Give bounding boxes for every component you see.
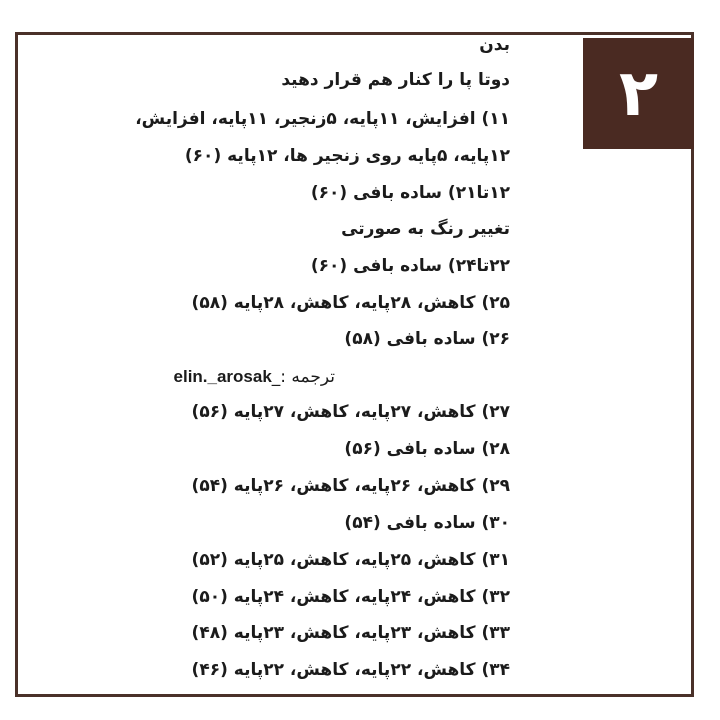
- translator-credit: [174, 364, 335, 390]
- instruction-line: ۳۳) کاهش، ۲۳پایه، کاهش، ۲۳پایه (۴۸): [191, 623, 510, 643]
- instruction-line: ۲۵) کاهش، ۲۸پایه، کاهش، ۲۸پایه (۵۸): [191, 293, 510, 313]
- section-heading: بدن: [479, 35, 510, 55]
- instruction-line: ۲۶) ساده بافی (۵۸): [344, 329, 510, 349]
- instruction-line: ۳۲) کاهش، ۲۴پایه، کاهش، ۲۴پایه (۵۰): [191, 587, 510, 607]
- step-number-badge: ۲: [583, 38, 694, 149]
- instruction-line: ۲۸) ساده بافی (۵۶): [344, 439, 510, 459]
- credit-label: ترجمه :_: [271, 367, 335, 387]
- credit-handle: elin._arosak: [173, 367, 272, 386]
- instruction-line: ۲۷) کاهش، ۲۷پایه، کاهش، ۲۷پایه (۵۶): [191, 402, 510, 422]
- instruction-line: ۳۰) ساده بافی (۵۴): [344, 513, 510, 533]
- instruction-line: تغییر رنگ به صورتی: [341, 219, 510, 239]
- instruction-line: ۲۲تا۲۴) ساده بافی (۶۰): [310, 256, 510, 276]
- instruction-line: ۱۱) افزایش، ۱۱پایه، ۵زنجیر، ۱۱پایه، افزایش،: [135, 109, 510, 129]
- instruction-line: ۳۴) کاهش، ۲۲پایه، کاهش، ۲۲پایه (۴۶): [191, 660, 510, 680]
- instruction-line: ۱۲پایه، ۵پایه روی زنجیر ها، ۱۲پایه (۶۰): [184, 146, 510, 166]
- instruction-line: ۲۹) کاهش، ۲۶پایه، کاهش، ۲۶پایه (۵۴): [191, 476, 510, 496]
- instruction-line: ۱۲تا۲۱) ساده بافی (۶۰): [310, 183, 510, 203]
- instruction-line: ۳۱) کاهش، ۲۵پایه، کاهش، ۲۵پایه (۵۲): [191, 550, 510, 570]
- instruction-line: دوتا پا را کنار هم قرار دهید: [281, 70, 510, 90]
